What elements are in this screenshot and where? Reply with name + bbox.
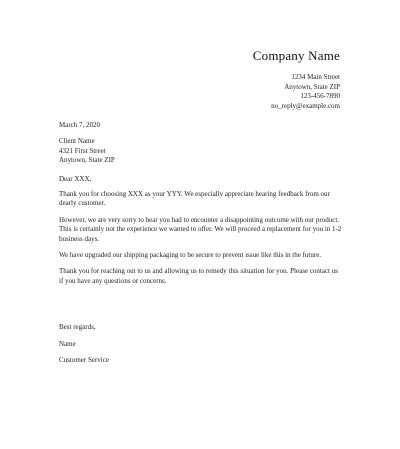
recipient-address — [59, 137, 342, 165]
closing: Best regards, — [59, 323, 96, 331]
letter-date: March 7, 2020 — [59, 121, 101, 129]
company-phone: 123-456-7890 — [300, 92, 340, 100]
paragraph-contact: Thank you for reaching out to us and allowing us to remedy this situation for you. Please contact us if you have any questions or concerns. — [59, 267, 338, 285]
salutation: Dear XXX, — [59, 174, 92, 183]
paragraph-packaging: We have upgraded our shipping packaging to be secure to prevent issue like this in the future. — [59, 251, 322, 260]
closing-block — [59, 323, 109, 373]
letter-body — [59, 121, 342, 293]
company-name: Company Name — [252, 48, 340, 63]
recipient-street: 4321 First Street — [59, 146, 106, 155]
company-header — [253, 48, 340, 111]
company-email: no_reply@example.com — [271, 101, 340, 110]
company-street: 1234 Main Street — [291, 73, 340, 81]
company-city: Anytown, State ZIP — [284, 82, 340, 91]
paragraph-apology: However, we are very sorry to hear you had to encounter a disappointing outcome with our product. This is certainly not the experience we wanted to offer. We will proceed a replacement for you in 1-2 business days. — [59, 215, 342, 243]
recipient-name: Client Name — [59, 137, 95, 146]
signature-title: Customer Service — [59, 356, 109, 364]
recipient-city: Anytown, State ZIP — [59, 156, 115, 165]
signature-name: Name — [59, 339, 76, 348]
paragraph-thanks: Thank you for choosing XXX as your YYY. We especially appreciate hearing feedback from our dearly customer. — [59, 190, 330, 208]
